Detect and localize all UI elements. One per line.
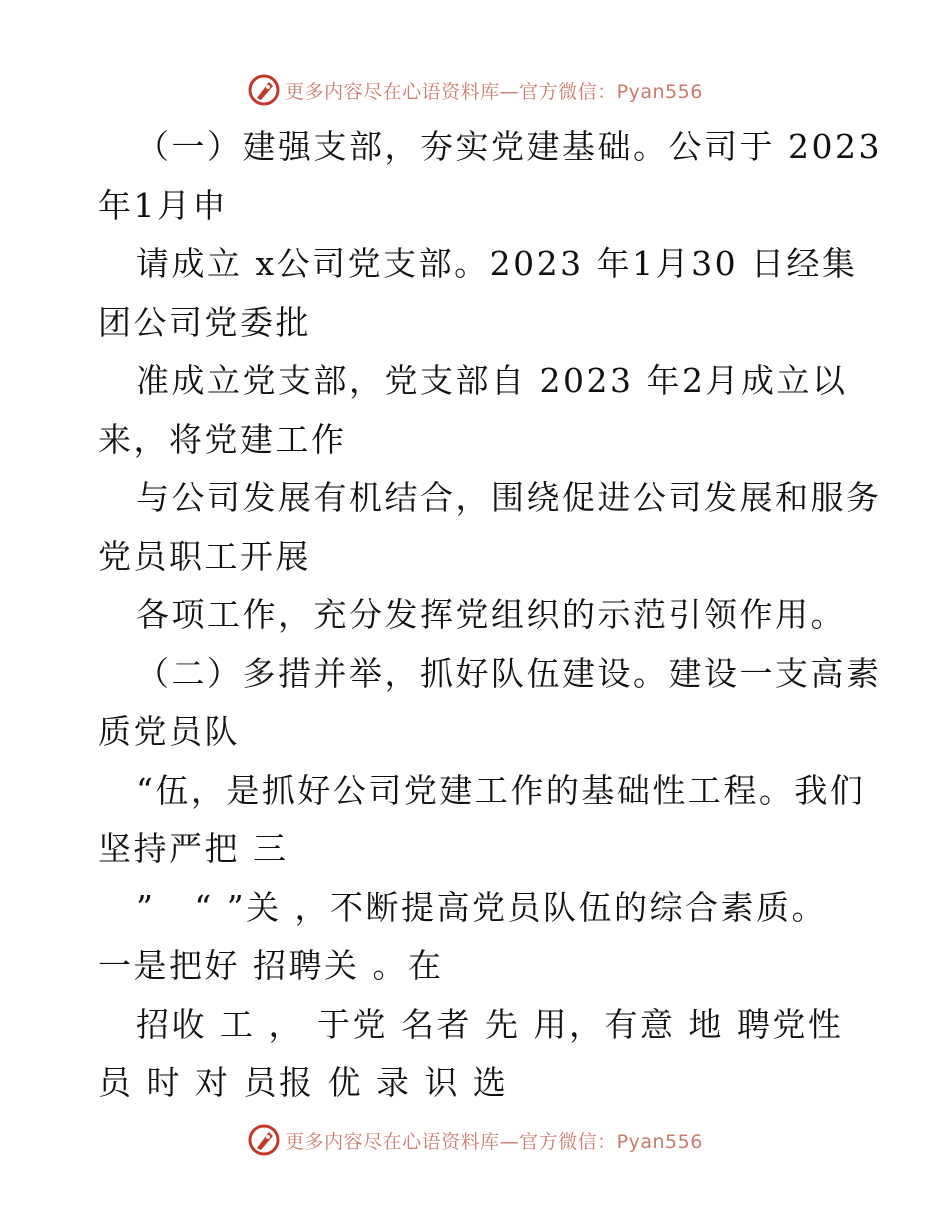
text-line: 准成立党支部，党支部自 2023 年2月成立以 xyxy=(136,361,848,400)
text-line: 请成立 x公司党支部。2023 年1月30 日经集 xyxy=(136,244,858,283)
text-line: 与公司发展有机结合，围绕促进公司发展和服务 xyxy=(136,478,882,517)
text-line: 一是把好 招聘关 。在 xyxy=(98,946,444,985)
text-line: 员 时 对 员报 优 录 识 选 xyxy=(98,1063,509,1102)
footer-watermark-text: 更多内容尽在心语资料库—官方微信：Pyan556 xyxy=(285,1130,703,1153)
text-line: “伍，是抓好公司党建工作的基础性工程。我们 xyxy=(136,770,866,810)
text-line: 党员职工开展 xyxy=(98,536,311,576)
text-line: 各项工作，充分发挥党组织的示范引领作用。 xyxy=(136,595,846,634)
header-watermark-text: 更多内容尽在心语资料库—官方微信：Pyan556 xyxy=(285,80,703,103)
text-line: 团公司党委批 xyxy=(98,302,311,342)
text-line: （一）建强支部，夯实党建基础。公司于 2023 xyxy=(136,127,882,166)
document-body xyxy=(98,118,882,1113)
text-line: 来，将党建工作 xyxy=(98,419,347,459)
header-watermark-banner xyxy=(0,70,950,110)
text-line: ” “ ”关 ，不断提高党员队伍的综合素质。 xyxy=(136,887,828,927)
pen-nib-circle-icon xyxy=(247,1123,281,1157)
text-line: 年1月申 xyxy=(98,185,228,225)
pen-nib-circle-icon xyxy=(247,73,281,107)
text-line: 招收 工 ， 于党 名者 先 用，有意 地 聘党性 xyxy=(136,1004,844,1044)
footer-watermark-banner xyxy=(0,1120,950,1160)
text-line: （二）多措并举，抓好队伍建设。建设一支高素 xyxy=(136,653,882,693)
text-line: 质党员队 xyxy=(98,712,240,751)
text-line: 坚持严把 三 xyxy=(98,829,289,868)
